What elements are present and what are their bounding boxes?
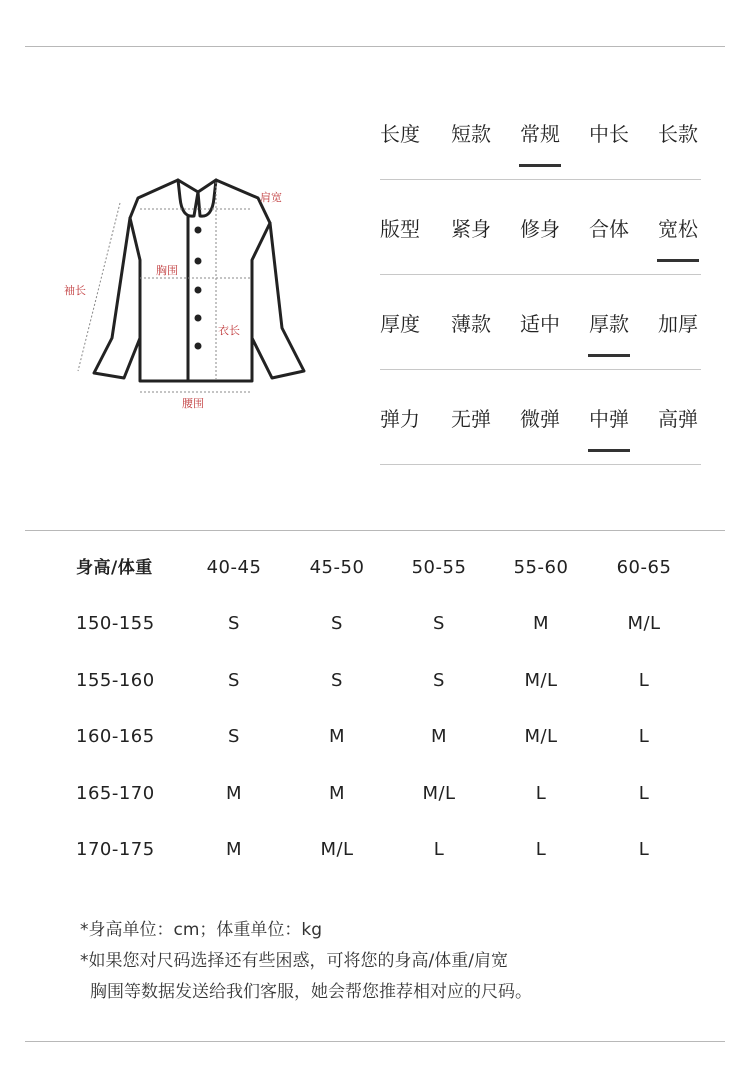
table-cell: S [331, 613, 343, 635]
size-notes [80, 915, 532, 1008]
row-divider [380, 369, 701, 370]
size-table [76, 553, 716, 891]
table-cell: L [638, 838, 650, 860]
top-divider [25, 46, 725, 47]
row-divider [380, 179, 701, 180]
table-header-row [76, 553, 716, 609]
table-cell: S [228, 726, 240, 748]
attribute-option: 薄款 [451, 312, 491, 336]
attribute-option: 中长 [589, 122, 629, 146]
attribute-option: 长款 [658, 122, 698, 146]
table-cell: M [225, 782, 243, 804]
table-cell: 155-160 [76, 669, 155, 691]
table-cell: M/L [524, 669, 558, 691]
table-cell: M [225, 838, 243, 860]
attribute-option: 适中 [520, 312, 560, 336]
bottom-divider [25, 1041, 725, 1042]
table-cell: L [638, 782, 650, 804]
attribute-option: 紧身 [451, 217, 491, 241]
table-cell: M [532, 613, 550, 635]
table-cell: S [331, 669, 343, 691]
section-divider [25, 530, 725, 531]
table-cell: M [430, 726, 448, 748]
table-row [76, 666, 716, 722]
garment-diagram [60, 168, 320, 418]
table-header-cell: 50-55 [411, 557, 467, 578]
table-cell: L [638, 669, 650, 691]
table-cell: S [228, 669, 240, 691]
jacket-outline-icon [60, 168, 320, 418]
table-cell: M [328, 782, 346, 804]
table-header-cell: 身高/体重 [76, 558, 153, 578]
table-cell: S [228, 613, 240, 635]
table-cell: 150-155 [76, 613, 155, 635]
attribute-row-fit [380, 215, 701, 275]
table-header-cell: 55-60 [513, 557, 569, 578]
sleeve-length-label: 袖长 [64, 284, 86, 297]
table-cell: 170-175 [76, 838, 155, 860]
table-header-cell: 45-50 [309, 557, 365, 578]
attribute-option: 宽松 [655, 215, 701, 243]
advice-note: *如果您对尺码选择还有些困惑，可将您的身高/体重/肩宽 [80, 951, 508, 971]
attribute-row-thickness [380, 310, 701, 370]
table-cell: S [433, 613, 445, 635]
attribute-option: 中弹 [586, 405, 632, 433]
attribute-option: 合体 [589, 217, 629, 241]
chest-label: 胸围 [156, 264, 178, 277]
attribute-label: 弹力 [380, 407, 420, 431]
attribute-option: 加厚 [658, 312, 698, 336]
garment-length-label: 衣长 [218, 324, 240, 337]
table-header-cell: 40-45 [206, 557, 262, 578]
table-cell: L [638, 726, 650, 748]
advice-note-continued: 胸围等数据发送给我们客服，她会帮您推荐相对应的尺码。 [90, 982, 532, 1002]
table-cell: 165-170 [76, 782, 155, 804]
table-cell: M/L [627, 613, 661, 635]
table-cell: L [535, 838, 547, 860]
attribute-option: 修身 [520, 217, 560, 241]
attribute-row-elasticity [380, 405, 701, 465]
attribute-label: 版型 [380, 217, 420, 241]
attribute-option: 微弹 [520, 407, 560, 431]
attribute-option: 短款 [451, 122, 491, 146]
attribute-option: 无弹 [451, 407, 491, 431]
attribute-option: 厚款 [586, 310, 632, 338]
table-row [76, 722, 716, 778]
table-row [76, 779, 716, 835]
table-cell: M/L [524, 726, 558, 748]
table-cell: L [535, 782, 547, 804]
table-header-cell: 60-65 [616, 557, 672, 578]
shoulder-width-label: 肩宽 [260, 191, 282, 204]
row-divider [380, 464, 701, 465]
attribute-option: 常规 [517, 120, 563, 148]
attribute-label: 长度 [380, 122, 420, 146]
attribute-row-length [380, 120, 701, 180]
table-cell: M [328, 726, 346, 748]
unit-note: *身高单位：cm；体重单位：kg [80, 920, 323, 940]
table-cell: 160-165 [76, 726, 155, 748]
table-row [76, 835, 716, 891]
attribute-label: 厚度 [380, 312, 420, 336]
attribute-option: 高弹 [658, 407, 698, 431]
waist-label: 腰围 [182, 397, 204, 410]
table-cell: M/L [320, 838, 354, 860]
row-divider [380, 274, 701, 275]
table-cell: M/L [422, 782, 456, 804]
table-cell: L [433, 838, 445, 860]
table-row [76, 609, 716, 665]
table-cell: S [433, 669, 445, 691]
